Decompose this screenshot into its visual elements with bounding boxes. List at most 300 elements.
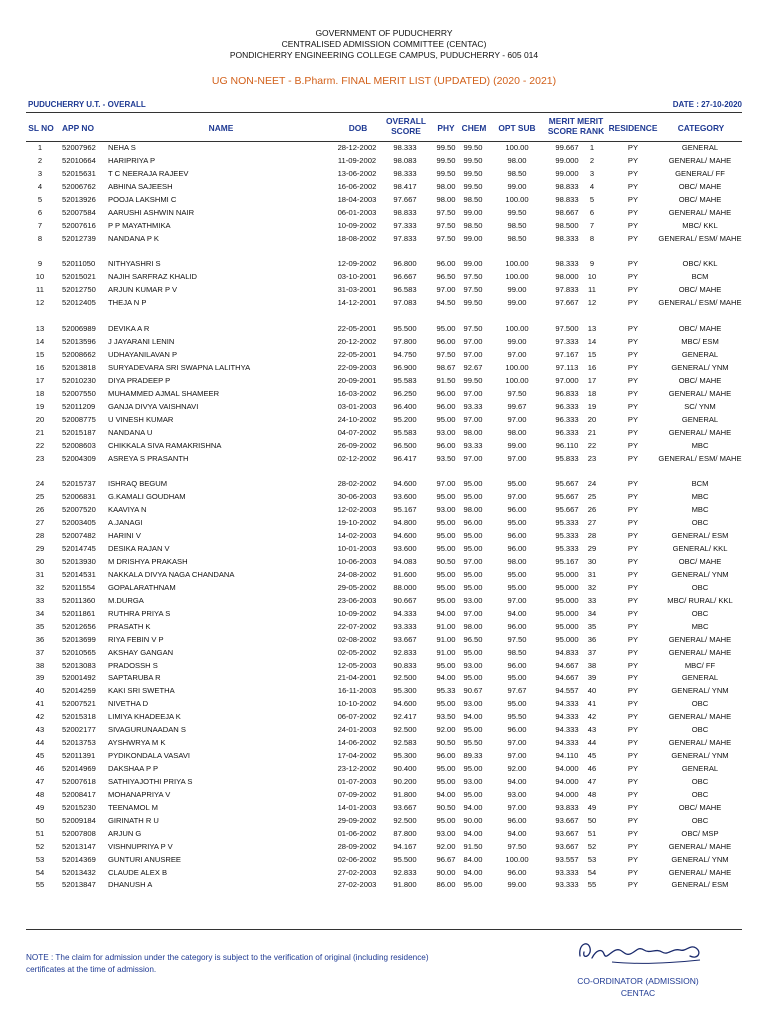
opt-sub-cell: 97.00 xyxy=(507,414,527,424)
sl-no-cell: 18 xyxy=(35,388,45,398)
category-cell: MBC xyxy=(691,492,709,502)
app-no-cell: 52007808 xyxy=(62,828,96,838)
sl-no-cell: 19 xyxy=(35,401,45,411)
sl-no-cell: 3 xyxy=(37,168,43,178)
merit-rank-cell: 29 xyxy=(587,544,597,554)
sl-no-cell: 25 xyxy=(35,492,45,502)
opt-sub-cell: 92.00 xyxy=(507,764,527,774)
category-cell: OBC/ MAHE xyxy=(678,375,722,385)
overall-score-cell: 95.500 xyxy=(393,324,417,334)
sl-no-cell: 26 xyxy=(35,505,45,515)
dob-cell: 10-09-2002 xyxy=(337,608,377,618)
name-cell: SATHIYAJOTHI PRIYA S xyxy=(108,776,193,786)
name-cell: NANDANA P K xyxy=(108,233,159,243)
sl-no-cell: 8 xyxy=(37,233,43,243)
overall-score-cell: 90.400 xyxy=(393,764,417,774)
merit-rank-cell: 38 xyxy=(587,660,597,670)
opt-sub-cell: 97.00 xyxy=(507,802,527,812)
name-cell: RUTHRA PRIYA S xyxy=(108,608,171,618)
name-cell: CHIKKALA SIVA RAMAKRISHNA xyxy=(108,440,222,450)
sl-no-cell: 6 xyxy=(37,207,43,217)
app-no-cell: 52013147 xyxy=(62,841,96,851)
merit-score-cell: 95.667 xyxy=(555,505,579,515)
app-no-cell: 52011209 xyxy=(62,401,96,411)
residence-cell: PY xyxy=(627,440,639,450)
app-no-cell: 52006762 xyxy=(62,181,96,191)
category-cell: OBC/ MAHE xyxy=(678,285,722,295)
dob-cell: 02-12-2002 xyxy=(337,453,377,463)
chem-cell: 97.00 xyxy=(463,453,483,463)
overall-score-cell: 96.900 xyxy=(393,362,417,372)
sl-no-cell: 31 xyxy=(35,569,45,579)
category-cell: GENERAL/ MAHE xyxy=(668,155,732,165)
name-cell: NANDANA U xyxy=(108,427,153,437)
sl-no-cell: 22 xyxy=(35,440,45,450)
chem-cell: 95.00 xyxy=(463,789,483,799)
residence-cell: PY xyxy=(627,168,639,178)
app-no-cell: 52015187 xyxy=(62,427,96,437)
chem-cell: 98.00 xyxy=(463,505,483,515)
opt-sub-cell: 100.00 xyxy=(505,259,529,269)
merit-rank-cell: 13 xyxy=(587,324,597,334)
merit-score-cell: 93.667 xyxy=(555,815,579,825)
merit-score-cell: 96.333 xyxy=(555,401,579,411)
merit-score-cell: 94.557 xyxy=(555,686,579,696)
merit-rank-cell: 44 xyxy=(587,738,597,748)
opt-sub-cell: 99.00 xyxy=(507,285,527,295)
residence-cell: PY xyxy=(627,492,639,502)
govt-heading: GOVERNMENT OF PUDUCHERRY xyxy=(315,28,453,38)
app-no-cell: 52006831 xyxy=(62,492,96,502)
overall-score-cell: 94.600 xyxy=(393,479,417,489)
merit-score-cell: 95.833 xyxy=(555,453,579,463)
category-cell: GENERAL/ YNM xyxy=(671,569,729,579)
name-cell: SAPTARUBA R xyxy=(108,673,161,683)
table-row xyxy=(26,867,742,880)
col-residence: RESIDENCE xyxy=(608,123,658,133)
overall-score-cell: 93.600 xyxy=(393,492,417,502)
chem-cell: 90.67 xyxy=(463,686,483,696)
phy-cell: 95.33 xyxy=(436,686,456,696)
phy-cell: 98.00 xyxy=(436,194,456,204)
chem-cell: 99.50 xyxy=(463,181,483,191)
col-merit-line2: SCORE RANK xyxy=(547,126,605,136)
opt-sub-cell: 98.00 xyxy=(507,155,527,165)
table-row xyxy=(26,142,742,155)
merit-score-cell: 94.833 xyxy=(555,647,579,657)
merit-score-cell: 95.000 xyxy=(555,608,579,618)
table-row xyxy=(26,660,742,673)
opt-sub-cell: 96.00 xyxy=(507,531,527,541)
dob-cell: 06-01-2003 xyxy=(337,207,377,217)
merit-rank-cell: 12 xyxy=(587,298,597,308)
name-cell: DIYA PRADEEP P xyxy=(108,375,171,385)
residence-cell: PY xyxy=(627,143,639,152)
app-no-cell: 52007521 xyxy=(62,699,96,709)
table-row xyxy=(26,621,742,634)
residence-cell: PY xyxy=(627,776,639,786)
residence-cell: PY xyxy=(627,479,639,489)
category-cell: OBC/ KKL xyxy=(682,259,718,269)
table-row xyxy=(26,401,742,414)
opt-sub-cell: 96.00 xyxy=(507,867,527,877)
phy-cell: 96.00 xyxy=(436,388,456,398)
sl-no-cell: 49 xyxy=(35,802,45,812)
residence-cell: PY xyxy=(627,867,639,877)
residence-cell: PY xyxy=(627,647,639,657)
table-row xyxy=(26,789,742,802)
app-no-cell: 52013596 xyxy=(62,337,96,347)
category-cell: GENERAL/ MAHE xyxy=(668,647,732,657)
name-cell: LIMIYA KHADEEJA K xyxy=(108,712,181,722)
dob-cell: 14-02-2003 xyxy=(337,531,377,541)
chem-cell: 99.00 xyxy=(463,207,483,217)
residence-cell: PY xyxy=(627,595,639,605)
overall-score-cell: 92.583 xyxy=(393,738,417,748)
chem-cell: 99.00 xyxy=(463,259,483,269)
table-row xyxy=(26,297,742,323)
footer-note-line1: NOTE : The claim for admission under the category is subject to the verification of original (including residence) xyxy=(26,953,429,962)
phy-cell: 96.00 xyxy=(436,259,456,269)
sl-no-cell: 46 xyxy=(35,764,45,774)
name-cell: SIVAGURUNAADAN S xyxy=(108,725,186,735)
chem-cell: 95.50 xyxy=(463,738,483,748)
col-dob: DOB xyxy=(348,123,368,133)
phy-cell: 96.50 xyxy=(436,272,456,282)
category-cell: GENERAL/ YNM xyxy=(671,362,729,372)
opt-sub-cell: 98.50 xyxy=(507,168,527,178)
merit-rank-cell: 11 xyxy=(588,285,596,295)
app-no-cell: 52014369 xyxy=(62,854,96,864)
opt-sub-cell: 97.00 xyxy=(507,453,527,463)
signatory-title: CO-ORDINATOR (ADMISSION) xyxy=(577,976,699,986)
name-cell: NITHYASHRI S xyxy=(108,259,161,269)
app-no-cell: 52013818 xyxy=(62,362,96,372)
app-no-cell: 52014745 xyxy=(62,544,96,554)
overall-score-cell: 95.300 xyxy=(393,751,417,761)
residence-cell: PY xyxy=(627,738,639,748)
sl-no-cell: 51 xyxy=(35,828,45,838)
app-no-cell: 52015631 xyxy=(62,168,96,178)
overall-score-cell: 92.500 xyxy=(393,673,417,683)
overall-score-cell: 93.333 xyxy=(393,621,417,631)
merit-rank-cell: 22 xyxy=(587,440,597,450)
table-row xyxy=(26,672,742,685)
merit-score-cell: 97.667 xyxy=(555,298,579,308)
residence-cell: PY xyxy=(627,789,639,799)
sl-no-cell: 9 xyxy=(37,259,43,269)
table-row xyxy=(26,323,742,336)
opt-sub-cell: 99.00 xyxy=(507,181,527,191)
residence-cell: PY xyxy=(627,544,639,554)
merit-rank-cell: 49 xyxy=(587,802,597,812)
chem-cell: 95.00 xyxy=(463,544,483,554)
overall-score-cell: 94.600 xyxy=(393,531,417,541)
opt-sub-cell: 98.50 xyxy=(507,233,527,243)
category-cell: MBC xyxy=(691,505,709,515)
category-cell: OBC/ MAHE xyxy=(678,194,722,204)
residence-cell: PY xyxy=(627,660,639,670)
dob-cell: 30-06-2003 xyxy=(337,492,377,502)
overall-score-cell: 98.333 xyxy=(393,168,417,178)
merit-rank-cell: 36 xyxy=(587,634,597,644)
chem-cell: 93.33 xyxy=(463,440,483,450)
merit-rank-cell: 19 xyxy=(587,401,597,411)
dob-cell: 28-09-2002 xyxy=(337,841,377,851)
sl-no-cell: 52 xyxy=(35,841,45,851)
opt-sub-cell: 96.00 xyxy=(507,505,527,515)
merit-rank-cell: 15 xyxy=(587,350,597,360)
residence-cell: PY xyxy=(627,350,639,360)
merit-rank-cell: 16 xyxy=(587,362,597,372)
residence-cell: PY xyxy=(627,518,639,528)
dob-cell: 26-09-2002 xyxy=(337,440,377,450)
chem-cell: 93.00 xyxy=(463,595,483,605)
chem-cell: 99.50 xyxy=(463,168,483,178)
app-no-cell: 52008417 xyxy=(62,789,96,799)
app-no-cell: 52007962 xyxy=(62,143,96,152)
sl-no-cell: 11 xyxy=(36,285,44,295)
overall-score-cell: 97.333 xyxy=(393,220,417,230)
sl-no-cell: 43 xyxy=(35,725,45,735)
overall-score-cell: 88.000 xyxy=(393,582,417,592)
table-row xyxy=(26,194,742,207)
table-row xyxy=(26,258,742,271)
chem-cell: 94.00 xyxy=(463,712,483,722)
app-no-cell: 52011554 xyxy=(62,582,96,592)
table-row xyxy=(26,336,742,349)
chem-cell: 95.00 xyxy=(463,764,483,774)
merit-score-cell: 95.167 xyxy=(555,557,579,567)
chem-cell: 95.00 xyxy=(463,673,483,683)
table-row xyxy=(26,737,742,750)
merit-score-cell: 94.667 xyxy=(555,660,579,670)
address-heading: PONDICHERRY ENGINEERING COLLEGE CAMPUS, PUDUCHERRY - 605 014 xyxy=(229,50,539,60)
overall-score-cell: 98.333 xyxy=(393,143,417,152)
merit-score-cell: 95.333 xyxy=(555,518,579,528)
category-cell: GENERAL/ ESM xyxy=(671,531,729,541)
app-no-cell: 52013926 xyxy=(62,194,96,204)
residence-cell: PY xyxy=(627,880,639,890)
overall-score-cell: 87.800 xyxy=(393,828,417,838)
opt-sub-cell: 97.67 xyxy=(507,686,527,696)
sl-no-cell: 28 xyxy=(35,531,45,541)
app-no-cell: 52012405 xyxy=(62,298,96,308)
app-no-cell: 52007618 xyxy=(62,776,96,786)
phy-cell: 94.00 xyxy=(436,673,456,683)
residence-cell: PY xyxy=(627,233,639,243)
table-row xyxy=(26,685,742,698)
residence-cell: PY xyxy=(627,764,639,774)
sl-no-cell: 14 xyxy=(35,337,45,347)
sl-no-cell: 50 xyxy=(35,815,45,825)
category-cell: OBC xyxy=(691,789,709,799)
name-cell: KAKI SRI SWETHA xyxy=(108,686,175,696)
phy-cell: 90.00 xyxy=(436,867,456,877)
overall-score-cell: 95.583 xyxy=(393,375,417,385)
dob-cell: 21-04-2001 xyxy=(337,673,377,683)
app-no-cell: 52011050 xyxy=(62,259,96,269)
merit-score-cell: 96.110 xyxy=(555,440,579,450)
app-no-cell: 52013930 xyxy=(62,557,96,567)
name-cell: ABHINA SAJEESH xyxy=(108,181,173,191)
table-row xyxy=(26,414,742,427)
phy-cell: 95.00 xyxy=(436,815,456,825)
overall-score-cell: 90.200 xyxy=(393,776,417,786)
overall-score-cell: 93.600 xyxy=(393,544,417,554)
name-cell: PRASATH K xyxy=(108,621,151,631)
sl-no-cell: 38 xyxy=(35,660,45,670)
merit-score-cell: 95.000 xyxy=(555,634,579,644)
merit-score-cell: 94.333 xyxy=(555,738,579,748)
sl-no-cell: 5 xyxy=(37,194,43,204)
phy-cell: 97.00 xyxy=(436,285,456,295)
merit-rank-cell: 3 xyxy=(589,168,595,178)
phy-cell: 91.00 xyxy=(436,647,456,657)
name-cell: GOPALARATHNAM xyxy=(108,582,176,592)
category-cell: BCM xyxy=(691,479,709,489)
col-merit xyxy=(544,116,608,136)
opt-sub-cell: 97.00 xyxy=(507,738,527,748)
name-cell: U VINESH KUMAR xyxy=(108,414,174,424)
category-cell: OBC xyxy=(691,815,709,825)
table-row xyxy=(26,854,742,867)
merit-rank-cell: 53 xyxy=(587,854,597,864)
chem-cell: 92.67 xyxy=(463,362,483,372)
residence-cell: PY xyxy=(627,155,639,165)
residence-cell: PY xyxy=(627,802,639,812)
app-no-cell: 52010565 xyxy=(62,647,96,657)
app-no-cell: 52003405 xyxy=(62,518,96,528)
sl-no-cell: 29 xyxy=(35,544,45,554)
dob-cell: 29-05-2002 xyxy=(337,582,377,592)
overall-score-cell: 91.600 xyxy=(393,569,417,579)
overall-score-cell: 90.833 xyxy=(393,660,417,670)
phy-cell: 93.50 xyxy=(436,712,456,722)
phy-cell: 96.00 xyxy=(436,401,456,411)
category-cell: GENERAL/ MAHE xyxy=(668,207,732,217)
overall-score-cell: 97.833 xyxy=(393,233,417,243)
sl-no-cell: 53 xyxy=(35,854,45,864)
chem-cell: 94.00 xyxy=(463,802,483,812)
merit-table-body xyxy=(26,142,742,892)
sl-no-cell: 45 xyxy=(35,751,45,761)
category-cell: GENERAL xyxy=(681,673,719,683)
chem-cell: 98.00 xyxy=(463,621,483,631)
chem-cell: 95.00 xyxy=(463,725,483,735)
sl-no-cell: 1 xyxy=(37,143,43,152)
chem-cell: 93.00 xyxy=(463,660,483,670)
merit-score-cell: 93.833 xyxy=(555,802,579,812)
app-no-cell: 52014531 xyxy=(62,569,96,579)
merit-rank-cell: 34 xyxy=(587,608,597,618)
opt-sub-cell: 98.00 xyxy=(507,427,527,437)
residence-cell: PY xyxy=(627,582,639,592)
table-bottom-rule xyxy=(26,929,742,930)
merit-rank-cell: 55 xyxy=(587,880,597,890)
dob-cell: 28-12-2002 xyxy=(337,143,377,152)
app-no-cell: 52014969 xyxy=(62,764,96,774)
merit-rank-cell: 4 xyxy=(589,181,595,191)
opt-sub-cell: 98.50 xyxy=(507,647,527,657)
dob-cell: 24-01-2003 xyxy=(337,725,377,735)
name-cell: G.KAMALI GOUDHAM xyxy=(108,492,186,502)
merit-score-cell: 98.833 xyxy=(555,181,579,191)
overall-score-cell: 93.667 xyxy=(393,634,417,644)
dob-cell: 16-11-2003 xyxy=(337,686,377,696)
table-row xyxy=(26,711,742,724)
chem-cell: 99.50 xyxy=(463,298,483,308)
name-cell: PYDIKONDALA VASAVI xyxy=(108,751,191,761)
overall-score-cell: 92.833 xyxy=(393,867,417,877)
overall-score-cell: 95.300 xyxy=(393,686,417,696)
name-cell: ARJUN KUMAR P V xyxy=(108,285,178,295)
phy-cell: 95.00 xyxy=(436,569,456,579)
sl-no-cell: 16 xyxy=(35,362,45,372)
phy-cell: 95.00 xyxy=(436,660,456,670)
app-no-cell: 52015318 xyxy=(62,712,96,722)
residence-cell: PY xyxy=(627,453,639,463)
merit-rank-cell: 54 xyxy=(587,867,597,877)
residence-cell: PY xyxy=(627,285,639,295)
name-cell: CLAUDE ALEX B xyxy=(108,867,168,877)
phy-cell: 93.00 xyxy=(436,505,456,515)
overall-score-cell: 98.833 xyxy=(393,207,417,217)
name-cell: HARINI V xyxy=(108,531,141,541)
merit-score-cell: 93.333 xyxy=(555,867,579,877)
merit-rank-cell: 40 xyxy=(587,686,597,696)
merit-score-cell: 93.667 xyxy=(555,828,579,838)
merit-rank-cell: 21 xyxy=(587,427,597,437)
category-cell: GENERAL xyxy=(681,414,719,424)
name-cell: KAAVIYA N xyxy=(108,505,147,515)
name-cell: T C NEERAJA RAJEEV xyxy=(108,168,189,178)
merit-score-cell: 98.000 xyxy=(555,272,579,282)
overall-score-cell: 96.800 xyxy=(393,259,417,269)
chem-cell: 91.50 xyxy=(463,841,483,851)
overall-score-cell: 95.167 xyxy=(393,505,417,515)
merit-score-cell: 98.833 xyxy=(555,194,579,204)
signature-image xyxy=(572,934,722,970)
app-no-cell: 52007550 xyxy=(62,388,96,398)
phy-cell: 95.00 xyxy=(436,582,456,592)
opt-sub-cell: 100.00 xyxy=(505,324,529,334)
merit-rank-cell: 45 xyxy=(587,751,597,761)
phy-cell: 95.00 xyxy=(436,518,456,528)
chem-cell: 98.00 xyxy=(463,427,483,437)
merit-score-cell: 94.000 xyxy=(555,789,579,799)
chem-cell: 94.00 xyxy=(463,828,483,838)
category-cell: GENERAL/ FF xyxy=(675,168,725,178)
phy-cell: 96.00 xyxy=(436,440,456,450)
residence-cell: PY xyxy=(627,388,639,398)
table-row xyxy=(26,362,742,375)
merit-score-cell: 97.500 xyxy=(555,324,579,334)
dob-cell: 10-06-2003 xyxy=(337,557,377,567)
phy-cell: 90.50 xyxy=(436,738,456,748)
category-cell: GENERAL/ KKL xyxy=(672,544,728,554)
table-row xyxy=(26,841,742,854)
chem-cell: 97.50 xyxy=(463,272,483,282)
chem-cell: 97.50 xyxy=(463,285,483,295)
category-cell: OBC xyxy=(691,776,709,786)
overall-score-cell: 96.583 xyxy=(393,285,417,295)
overall-score-cell: 92.500 xyxy=(393,815,417,825)
merit-score-cell: 94.667 xyxy=(555,673,579,683)
merit-score-cell: 97.113 xyxy=(555,362,579,372)
residence-cell: PY xyxy=(627,569,639,579)
residence-cell: PY xyxy=(627,751,639,761)
